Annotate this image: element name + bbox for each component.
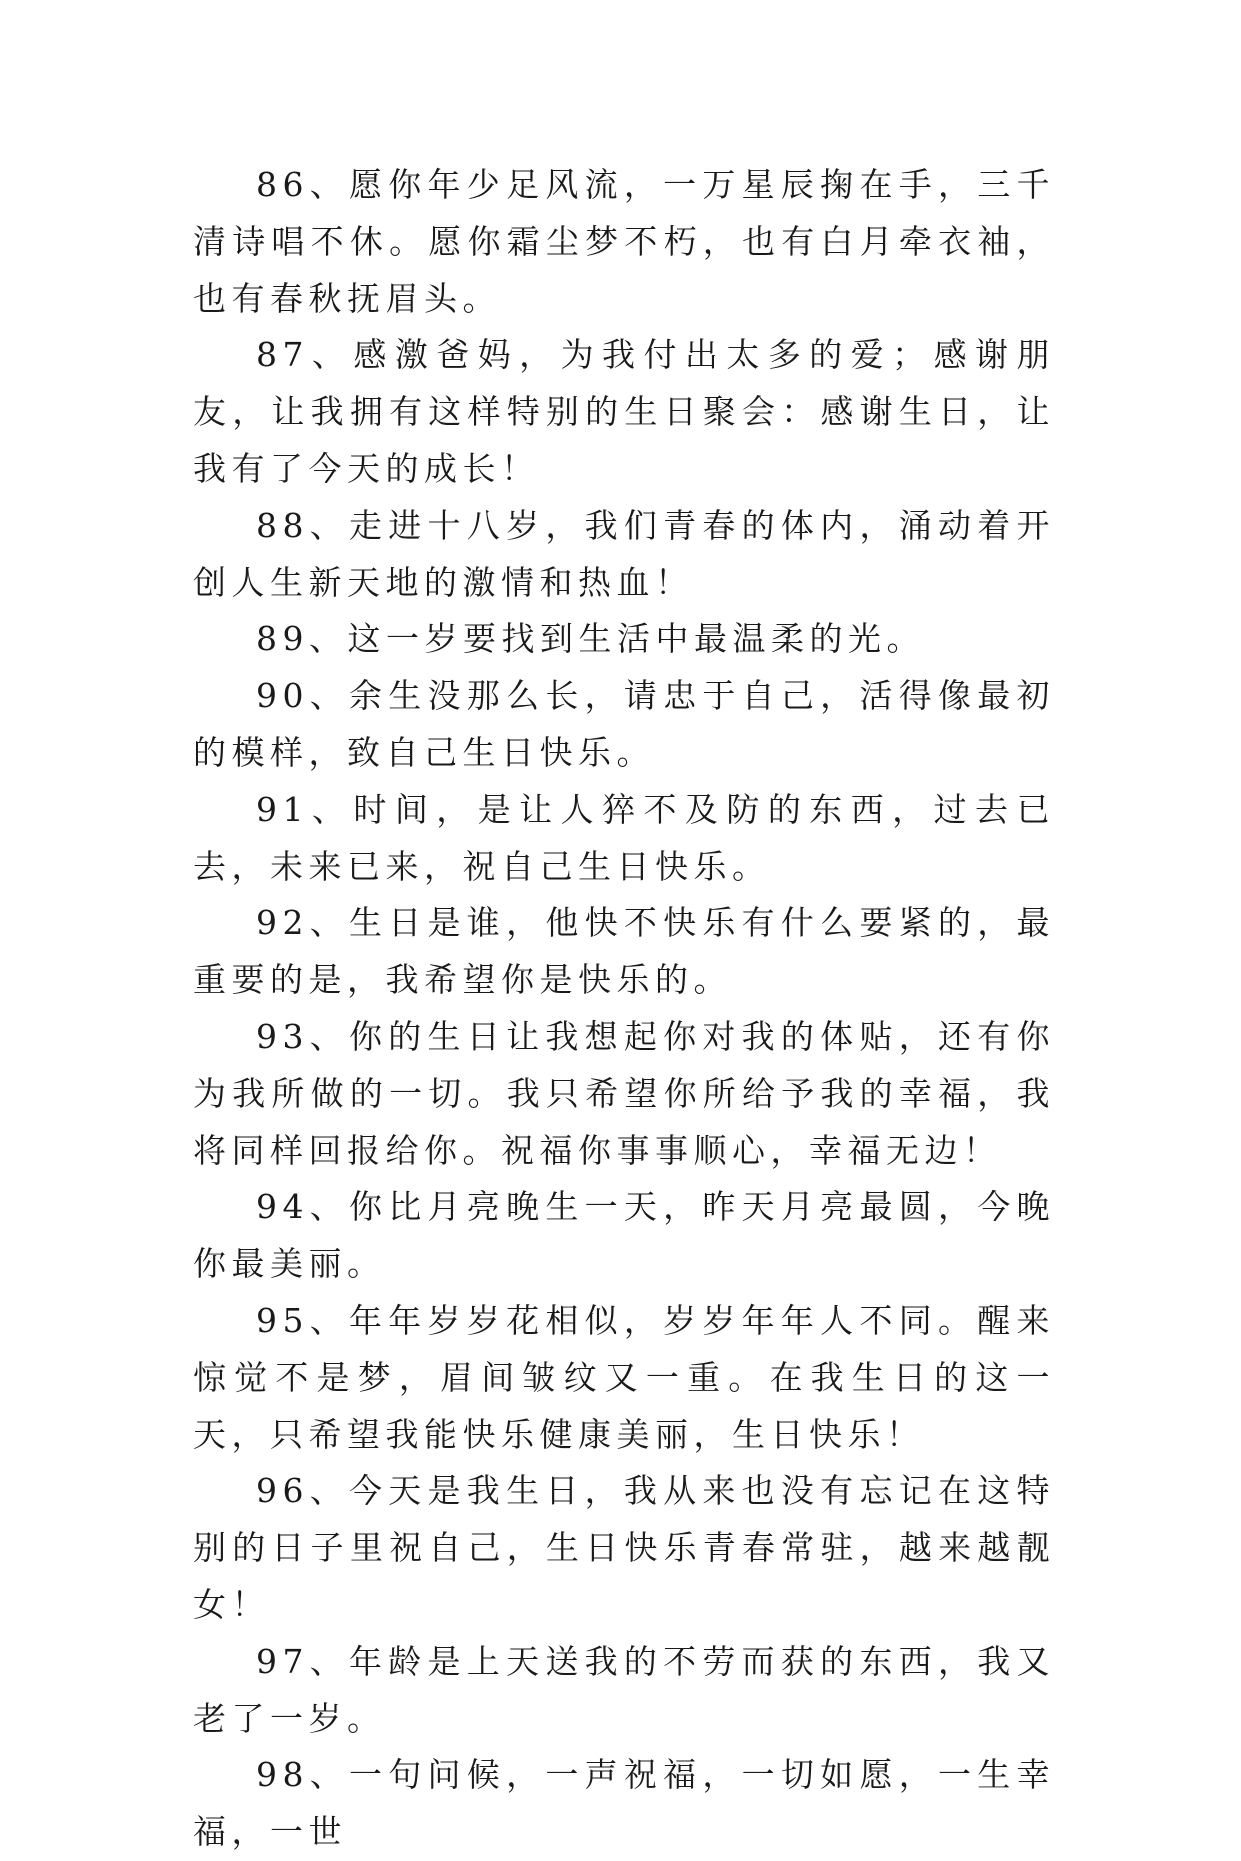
paragraph-87: 87、感激爸妈，为我付出太多的爱；感谢朋友，让我拥有这样特别的生日聚会：感谢生日，让我有了今天的成长！ [193,335,1055,488]
paragraph-86: 86、愿你年少足风流，一万星辰掬在手，三千清诗唱不休。愿你霜尘梦不朽，也有白月牵衣袖，也有春秋抚眉头。 [193,165,1055,318]
paragraph-92: 92、生日是谁，他快不快乐有什么要紧的，最重要的是，我希望你是快乐的。 [193,903,1055,1000]
paragraph-90: 90、余生没那么长，请忠于自己，活得像最初的模样，致自己生日快乐。 [193,676,1055,772]
paragraph-94: 94、你比月亮晚生一天，昨天月亮最圆，今晚你最美丽。 [193,1187,1055,1284]
paragraph-88: 88、走进十八岁，我们青春的体内，涌动着开创人生新天地的激情和热血！ [193,505,1055,602]
paragraph-96: 96、今天是我生日，我从来也没有忘记在这特别的日子里祝自己，生日快乐青春常驻，越来越靓女！ [193,1471,1055,1624]
document-body [193,157,1055,1861]
paragraph-98: 98、一句问候，一声祝福，一切如愿，一生幸福，一世 [193,1755,1055,1852]
paragraph-91: 91、时间，是让人猝不及防的东西，过去已去，未来已来，祝自己生日快乐。 [193,789,1055,886]
paragraph-97: 97、年龄是上天送我的不劳而获的东西，我又老了一岁。 [193,1641,1055,1738]
paragraph-89: 89、这一岁要找到生活中最温柔的光。 [256,619,925,659]
paragraph-95: 95、年年岁岁花相似，岁岁年年人不同。醒来惊觉不是梦，眉间皱纹又一重。在我生日的这一天，只希望我能快乐健康美丽，生日快乐！ [193,1300,1055,1454]
paragraph-93: 93、你的生日让我想起你对我的体贴，还有你为我所做的一切。我只希望你所给予我的幸福，我将同样回报给你。祝福你事事顺心，幸福无边！ [193,1016,1055,1170]
